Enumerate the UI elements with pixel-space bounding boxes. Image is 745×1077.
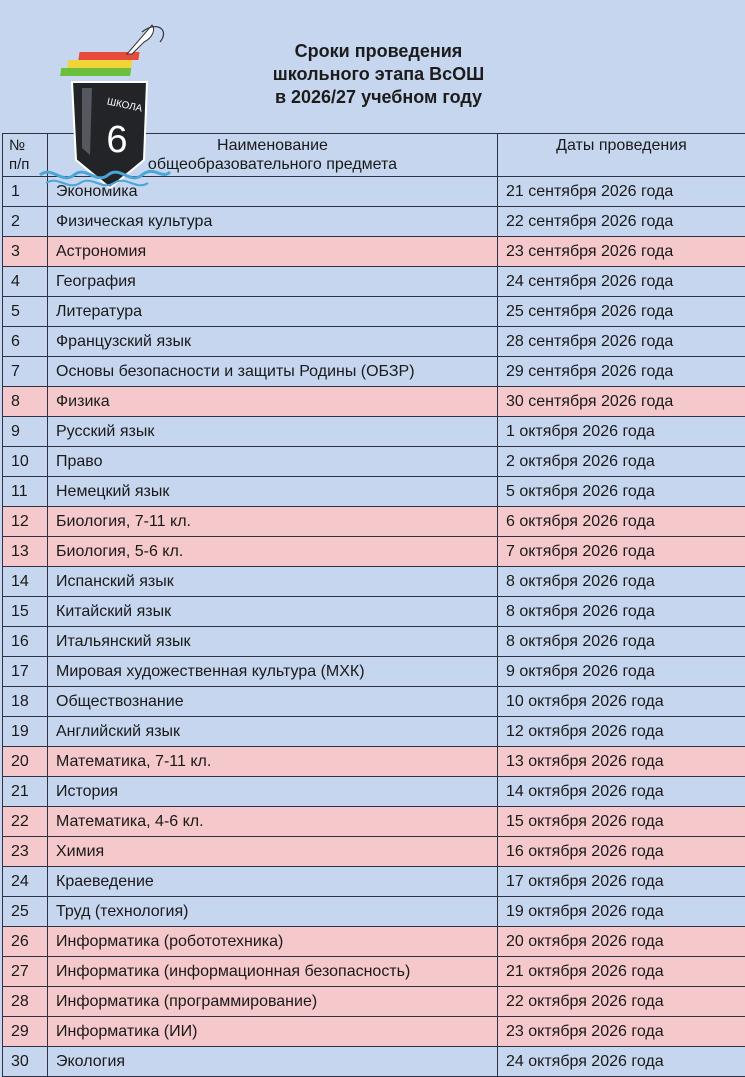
quill-icon	[127, 25, 154, 54]
table-row	[3, 537, 745, 567]
row-subject: Испанский язык	[48, 567, 498, 597]
row-subject: Химия	[48, 837, 498, 867]
row-number: 22	[3, 807, 48, 837]
table-row	[3, 417, 745, 447]
row-subject: Экономика	[48, 177, 498, 207]
table-row	[3, 297, 745, 327]
row-number: 20	[3, 747, 48, 777]
row-subject: Экология	[48, 1047, 498, 1077]
row-date: 14 октября 2026 года	[498, 777, 745, 807]
row-subject: Биология, 7-11 кл.	[48, 507, 498, 537]
table-row	[3, 357, 745, 387]
row-subject: Информатика (программирование)	[48, 987, 498, 1017]
logo-number: 6	[106, 119, 127, 161]
row-number: 16	[3, 627, 48, 657]
table-row	[3, 1047, 745, 1077]
row-number: 7	[3, 357, 48, 387]
row-number: 23	[3, 837, 48, 867]
row-number: 30	[3, 1047, 48, 1077]
row-number: 25	[3, 897, 48, 927]
row-subject: Китайский язык	[48, 597, 498, 627]
row-date: 8 октября 2026 года	[498, 627, 745, 657]
school-logo	[32, 20, 172, 190]
row-date: 24 октября 2026 года	[498, 1047, 745, 1077]
row-number: 28	[3, 987, 48, 1017]
row-number: 3	[3, 237, 48, 267]
row-number: 11	[3, 477, 48, 507]
row-number: 14	[3, 567, 48, 597]
row-number: 12	[3, 507, 48, 537]
table-row	[3, 927, 745, 957]
table-row	[3, 777, 745, 807]
row-number: 24	[3, 867, 48, 897]
header-dates	[498, 134, 745, 177]
table-row	[3, 987, 745, 1017]
row-number: 13	[3, 537, 48, 567]
row-subject: История	[48, 777, 498, 807]
row-subject: Информатика (робототехника)	[48, 927, 498, 957]
row-date: 28 сентября 2026 года	[498, 327, 745, 357]
wave-decoration-2	[46, 181, 148, 186]
row-number: 8	[3, 387, 48, 417]
row-subject: Право	[48, 447, 498, 477]
table-row	[3, 267, 745, 297]
row-date: 21 октября 2026 года	[498, 957, 745, 987]
row-date: 25 сентября 2026 года	[498, 297, 745, 327]
row-date: 16 октября 2026 года	[498, 837, 745, 867]
table-row	[3, 657, 745, 687]
row-subject: Информатика (ИИ)	[48, 1017, 498, 1047]
row-subject: Физическая культура	[48, 207, 498, 237]
row-subject: Немецкий язык	[48, 477, 498, 507]
row-date: 5 октября 2026 года	[498, 477, 745, 507]
row-date: 23 октября 2026 года	[498, 1017, 745, 1047]
table-row	[3, 867, 745, 897]
row-date: 10 октября 2026 года	[498, 687, 745, 717]
table-row	[3, 687, 745, 717]
row-subject: Мировая художественная культура (МХК)	[48, 657, 498, 687]
table-row	[3, 477, 745, 507]
book-yellow	[67, 60, 132, 68]
row-subject: Физика	[48, 387, 498, 417]
row-subject: Русский язык	[48, 417, 498, 447]
row-subject: Литература	[48, 297, 498, 327]
logo-caption: ШКОЛА	[106, 96, 144, 114]
title-line-2: школьного этапа ВсОШ	[12, 63, 745, 86]
table-row	[3, 327, 745, 357]
schedule-table	[2, 133, 745, 1077]
header-subject-line-2: общеобразовательного предмета	[54, 155, 491, 174]
row-date: 22 сентября 2026 года	[498, 207, 745, 237]
row-date: 19 октября 2026 года	[498, 897, 745, 927]
row-date: 15 октября 2026 года	[498, 807, 745, 837]
row-number: 15	[3, 597, 48, 627]
row-date: 29 сентября 2026 года	[498, 357, 745, 387]
row-subject: Информатика (информационная безопасность)	[48, 957, 498, 987]
table-row	[3, 747, 745, 777]
header-number-line-2: п/п	[9, 155, 41, 174]
row-date: 13 октября 2026 года	[498, 747, 745, 777]
row-number: 29	[3, 1017, 48, 1047]
row-number: 17	[3, 657, 48, 687]
row-number: 21	[3, 777, 48, 807]
title-line-3: в 2026/27 учебном году	[12, 86, 745, 109]
table-row	[3, 627, 745, 657]
row-number: 1	[3, 177, 48, 207]
table-row	[3, 1017, 745, 1047]
row-subject: Биология, 5-6 кл.	[48, 537, 498, 567]
row-subject: Английский язык	[48, 717, 498, 747]
row-date: 20 октября 2026 года	[498, 927, 745, 957]
row-subject: Краеведение	[48, 867, 498, 897]
row-subject: Математика, 4-6 кл.	[48, 807, 498, 837]
row-date: 7 октября 2026 года	[498, 537, 745, 567]
table-row	[3, 387, 745, 417]
row-subject: Астрономия	[48, 237, 498, 267]
table-row	[3, 837, 745, 867]
header-subject-line-1: Наименование	[54, 136, 491, 155]
table-row	[3, 507, 745, 537]
table-row	[3, 897, 745, 927]
row-number: 19	[3, 717, 48, 747]
row-number: 5	[3, 297, 48, 327]
row-number: 27	[3, 957, 48, 987]
row-date: 30 сентября 2026 года	[498, 387, 745, 417]
header-dates-label: Даты проведения	[504, 136, 739, 155]
row-date: 24 сентября 2026 года	[498, 267, 745, 297]
table-row	[3, 597, 745, 627]
title-line-1: Сроки проведения	[12, 40, 745, 63]
row-date: 21 сентября 2026 года	[498, 177, 745, 207]
table-row	[3, 237, 745, 267]
table-row	[3, 957, 745, 987]
row-subject: Итальянский язык	[48, 627, 498, 657]
row-date: 22 октября 2026 года	[498, 987, 745, 1017]
row-date: 6 октября 2026 года	[498, 507, 745, 537]
row-subject: Французский язык	[48, 327, 498, 357]
row-date: 9 октября 2026 года	[498, 657, 745, 687]
table-row	[3, 567, 745, 597]
row-date: 1 октября 2026 года	[498, 417, 745, 447]
row-number: 10	[3, 447, 48, 477]
row-number: 26	[3, 927, 48, 957]
header-number-line-1: №	[9, 136, 41, 155]
row-number: 2	[3, 207, 48, 237]
table-row	[3, 717, 745, 747]
row-date: 23 сентября 2026 года	[498, 237, 745, 267]
table-row	[3, 807, 745, 837]
row-date: 12 октября 2026 года	[498, 717, 745, 747]
row-subject: Обществознание	[48, 687, 498, 717]
row-subject: Основы безопасности и защиты Родины (ОБЗР)	[48, 357, 498, 387]
row-date: 8 октября 2026 года	[498, 567, 745, 597]
table-row	[3, 207, 745, 237]
row-subject: Математика, 7-11 кл.	[48, 747, 498, 777]
row-number: 9	[3, 417, 48, 447]
table-row	[3, 447, 745, 477]
row-number: 6	[3, 327, 48, 357]
row-date: 17 октября 2026 года	[498, 867, 745, 897]
row-date: 8 октября 2026 года	[498, 597, 745, 627]
row-date: 2 октября 2026 года	[498, 447, 745, 477]
row-number: 4	[3, 267, 48, 297]
row-number: 18	[3, 687, 48, 717]
row-subject: Труд (технология)	[48, 897, 498, 927]
book-green	[60, 68, 131, 76]
row-subject: География	[48, 267, 498, 297]
